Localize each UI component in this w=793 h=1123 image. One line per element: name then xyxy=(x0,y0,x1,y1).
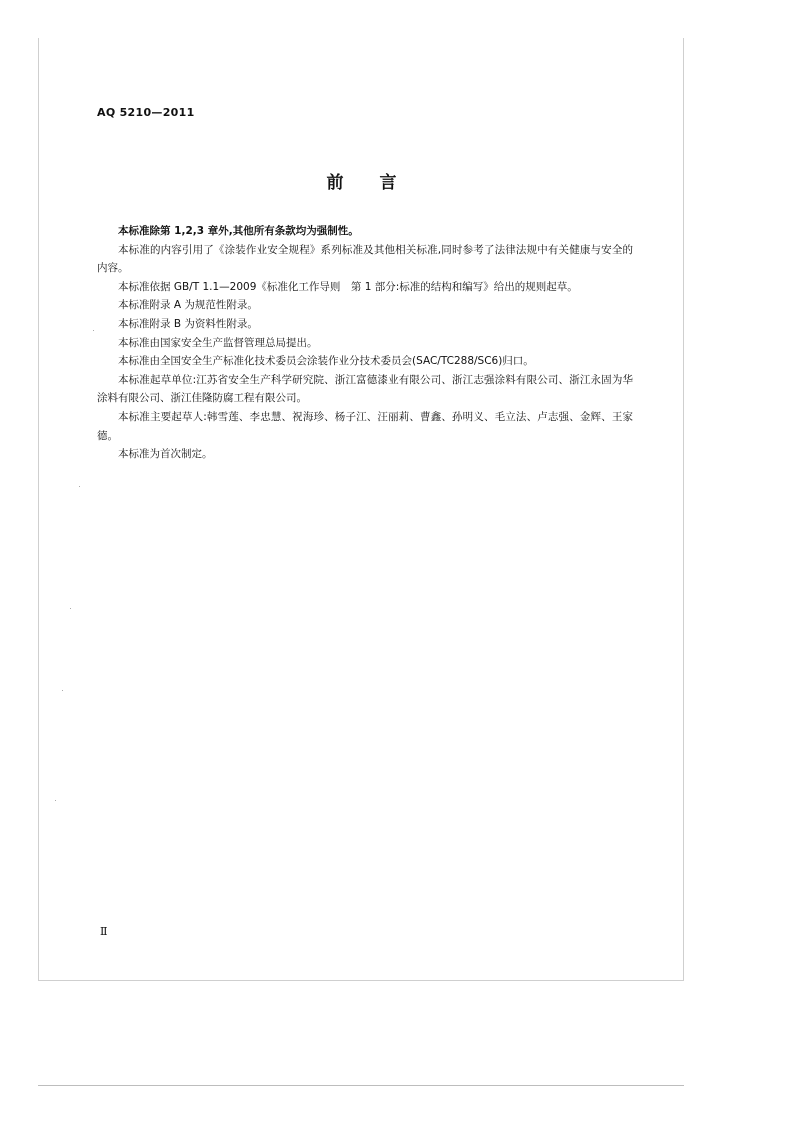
scan-speck xyxy=(93,330,94,331)
scan-speck xyxy=(70,608,71,609)
paragraph-drafters: 本标准主要起草人:韩雪莲、李忠慧、祝海珍、杨子江、汪丽莉、曹鑫、孙明义、毛立法、卢志强、金辉、王家德。 xyxy=(97,410,633,442)
paragraph-proposer: 本标准由国家安全生产监督管理总局提出。 xyxy=(118,336,318,349)
paragraph-administrator: 本标准由全国安全生产标准化技术委员会涂装作业分技术委员会(SAC/TC288/SC6)归口。 xyxy=(118,355,534,368)
scan-speck xyxy=(79,486,80,487)
paragraph-appendix-b: 本标准附录 B 为资料性附录。 xyxy=(118,317,258,330)
paragraph-first-edition: 本标准为首次制定。 xyxy=(118,448,213,461)
preface-body xyxy=(97,222,633,464)
scan-speck xyxy=(55,800,56,801)
paragraph-drafting-units: 本标准起草单位:江苏省安全生产科学研究院、浙江富德漆业有限公司、浙江志强涂料有限公司、浙江永固为华涂料有限公司、浙江佳隆防腐工程有限公司。 xyxy=(97,373,633,405)
paragraph-references: 本标准的内容引用了《涂装作业安全规程》系列标准及其他相关标准,同时参考了法律法规中有关健康与安全的内容。 xyxy=(97,243,633,275)
scan-speck xyxy=(62,690,63,691)
standard-code: AQ 5210—2011 xyxy=(97,106,195,119)
bottom-divider xyxy=(38,1085,684,1086)
paragraph-drafting-rules: 本标准依据 GB/T 1.1—2009《标准化工作导则 第 1 部分:标准的结构和编写》给出的规则起草。 xyxy=(118,280,578,293)
page-title: 前言 xyxy=(326,173,433,193)
page-number: Ⅱ xyxy=(100,925,108,938)
paragraph-appendix-a: 本标准附录 A 为规范性附录。 xyxy=(118,299,258,312)
paragraph-mandatory-clause: 本标准除第 1,2,3 章外,其他所有条款均为强制性。 xyxy=(118,225,359,237)
